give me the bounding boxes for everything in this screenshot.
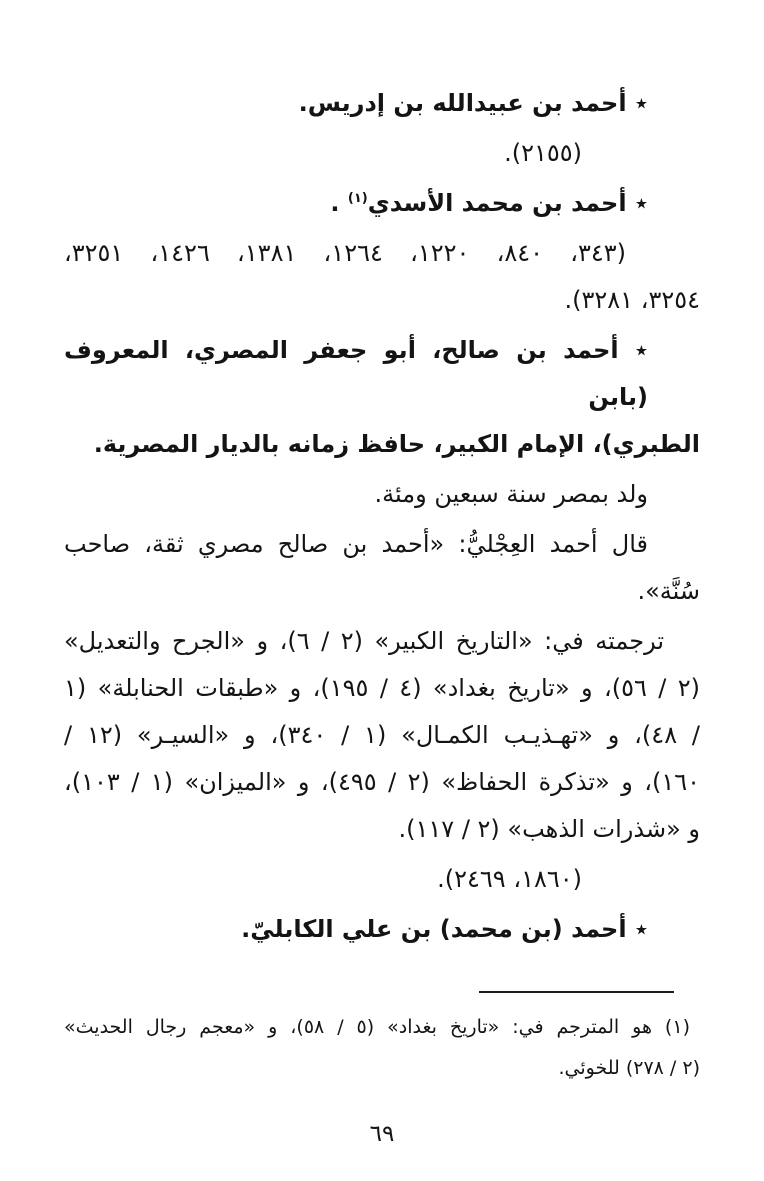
text-line: (٢ / ٢٧٨) للخوئي. bbox=[558, 1057, 700, 1079]
page-number: ٦٩ bbox=[369, 1121, 395, 1147]
footnote-separator-rule bbox=[479, 991, 674, 993]
text-line: ١٦٠)، و «تذكرة الحفاظ» (٢ / ٤٩٥)، و «الميزان» (١ / ١٠٣)، bbox=[64, 768, 701, 796]
entry-ahmad-ibn-muhammad-al-asadi bbox=[64, 180, 700, 227]
entry-ahmad-al-kabuli bbox=[64, 906, 700, 953]
text-line: ٭ أحمد بن عبيدالله بن إدريس. bbox=[298, 89, 648, 117]
body-paragraphs bbox=[64, 80, 700, 953]
text-line: ٭ أحمد (بن محمد) بن علي الكابليّ. bbox=[241, 915, 648, 943]
text-line: الطبري)، الإمام الكبير، حافظ زمانه بالديار المصرية. bbox=[93, 430, 700, 458]
entry-record-number bbox=[64, 130, 700, 177]
text-line bbox=[64, 180, 700, 227]
text-line: ٣٢٥٤، ٣٢٨١). bbox=[564, 286, 700, 314]
text-line: (٢١٥٥). bbox=[504, 139, 582, 167]
line-text: ٭ أحمد بن محمد الأسدي bbox=[367, 189, 648, 217]
text-line: قال أحمد العِجْليُّ: «أحمد بن صالح مصري ثقة، صاحب bbox=[64, 530, 648, 558]
text-line: (١) هو المترجم في: «تاريخ بغداد» (٥ / ٥٨)، و «معجم رجال الحديث» bbox=[64, 1016, 690, 1038]
text-line: (١٨٦٠، ٢٤٦٩). bbox=[437, 865, 582, 893]
text-line: / ٤٨)، و «تهـذيـب الكمـال» (١ / ٣٤٠)، و «السيـر» (١٢ / bbox=[64, 721, 701, 749]
birth-note bbox=[64, 471, 700, 518]
text-line: ترجمته في: «التاريخ الكبير» (٢ / ٦)، و «الجرح والتعديل» bbox=[64, 627, 664, 655]
line-text: . bbox=[330, 189, 348, 217]
text-line: ولد بمصر سنة سبعين ومئة. bbox=[374, 480, 648, 508]
entry-ahmad-ibn-salih-al-misri bbox=[64, 327, 700, 468]
entry-ahmad-ibn-ubaydillah bbox=[64, 80, 700, 127]
text-line: (٢ / ٥٦)، و «تاريخ بغداد» (٤ / ١٩٥)، و «طبقات الحنابلة» (١ bbox=[64, 674, 701, 702]
text-line: و «شذرات الذهب» (٢ / ١١٧). bbox=[398, 815, 700, 843]
text-line: سُنَّة». bbox=[637, 577, 700, 605]
sources-list bbox=[64, 618, 700, 853]
text-line: (٣٤٣، ٨٤٠، ١٢٢٠، ١٢٦٤، ١٣٨١، ١٤٢٦، ٣٢٥١، bbox=[64, 239, 626, 267]
footnote-marker: (١) bbox=[347, 191, 368, 206]
footnote-block bbox=[64, 1007, 700, 1089]
text-line: ٭ أحمد بن صالح، أبو جعفر المصري، المعروف (بابن bbox=[64, 336, 648, 411]
entry-record-numbers-list bbox=[64, 230, 700, 324]
ijli-quote bbox=[64, 521, 700, 615]
entry-record-number bbox=[64, 856, 700, 903]
